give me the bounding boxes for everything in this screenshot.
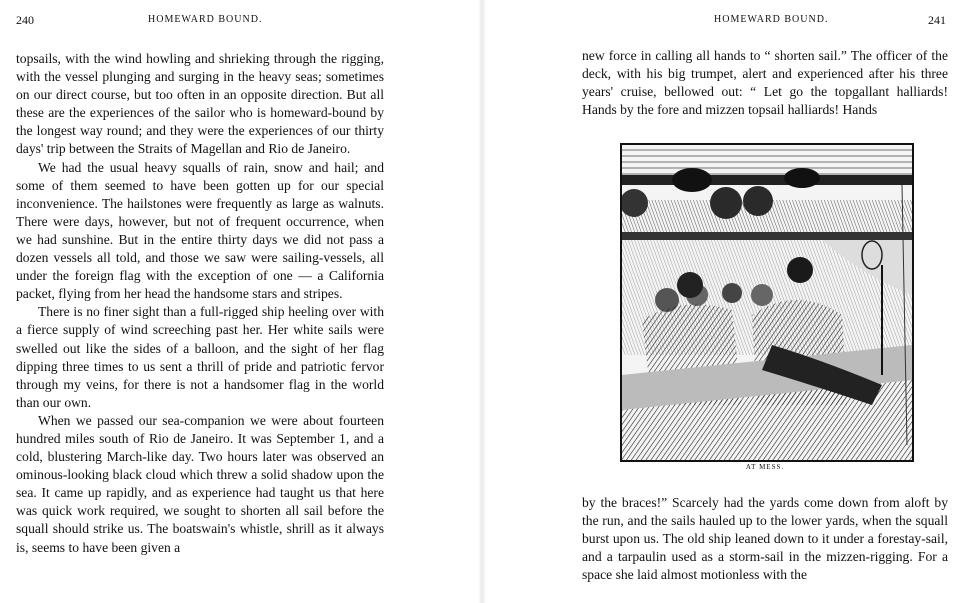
paragraph: topsails, with the wind howling and shrieking through the rigging, with the vessel plunging and surging in the heavy seas; sometimes on our direct course, but too often in an opposite direction. But all these are the experiences of the sailor who is homeward-bound by the longest way round; and they were the experiences of our thirty days' trip between the Straits of Magellan and Rio de Janeiro.	[16, 51, 384, 157]
running-head-right: HOMEWARD BOUND.	[714, 14, 829, 25]
illustration-caption: AT MESS.	[745, 463, 785, 471]
engraving-drawing	[622, 145, 912, 460]
paragraph: by the braces!” Scarcely had the yards come down from aloft by the run, and the sails hauled up to the lower yards, when the squall burst upon us. The old ship leaned down to it under a forestay-sail, and a tarpaulin used as a storm-sail in the mizzen-rigging. For a space she laid almost motionless with the	[582, 495, 948, 583]
right-page-top-text	[582, 47, 948, 119]
right-page-bottom-text	[582, 494, 948, 584]
left-page-body	[16, 50, 384, 557]
running-head-left: HOMEWARD BOUND.	[148, 14, 263, 25]
page-number-right: 241	[928, 13, 946, 27]
engraving-at-mess	[620, 143, 914, 462]
paragraph: There is no finer sight than a full-rigged ship heeling over with a fierce supply of wind screeching past her. Her white sails were swelled out like the sides of a balloon, and the sight of her flag dipping three times to us sent a thrill of pride and patriotic fervor through my veins, for there is not a handsomer flag in the world than our own.	[16, 304, 384, 410]
paragraph: When we passed our sea-companion we were about fourteen hundred miles south of Rio de Janeiro. It was September 1, and a cold, blustering March-like day. Two hours later was observed an ominous-looking black cloud which threw a solid shadow upon the sea. It came up rapidly, and as experience had taught us that here was quick work required, we sought to shorten all sail before the squall should strike us. The boatswain's whistle, shrill as it always is, seems to have been given a	[16, 412, 384, 555]
paragraph: new force in calling all hands to “ shorten sail.” The officer of the deck, with his big trumpet, alert and experienced after his three years' cruise, bellowed out: “ Let go the topgallant halliards! Hands by the fore and mizzen topsail halliards! Hands	[582, 48, 948, 118]
paragraph: We had the usual heavy squalls of rain, snow and hail; and some of them seemed to have been gotten up for our special inconvenience. The hailstones were frequently as large as walnuts. There were days, however, but not of frequent occurrence, when we had sunshine. But in the entire thirty days we did not pass a dozen vessels all told, and those we saw were sailing-vessels, all under the foreign flag with the exception of one — a California packet, flying from her head the handsome stars and stripes.	[16, 159, 384, 302]
page-number-left: 240	[16, 13, 34, 27]
